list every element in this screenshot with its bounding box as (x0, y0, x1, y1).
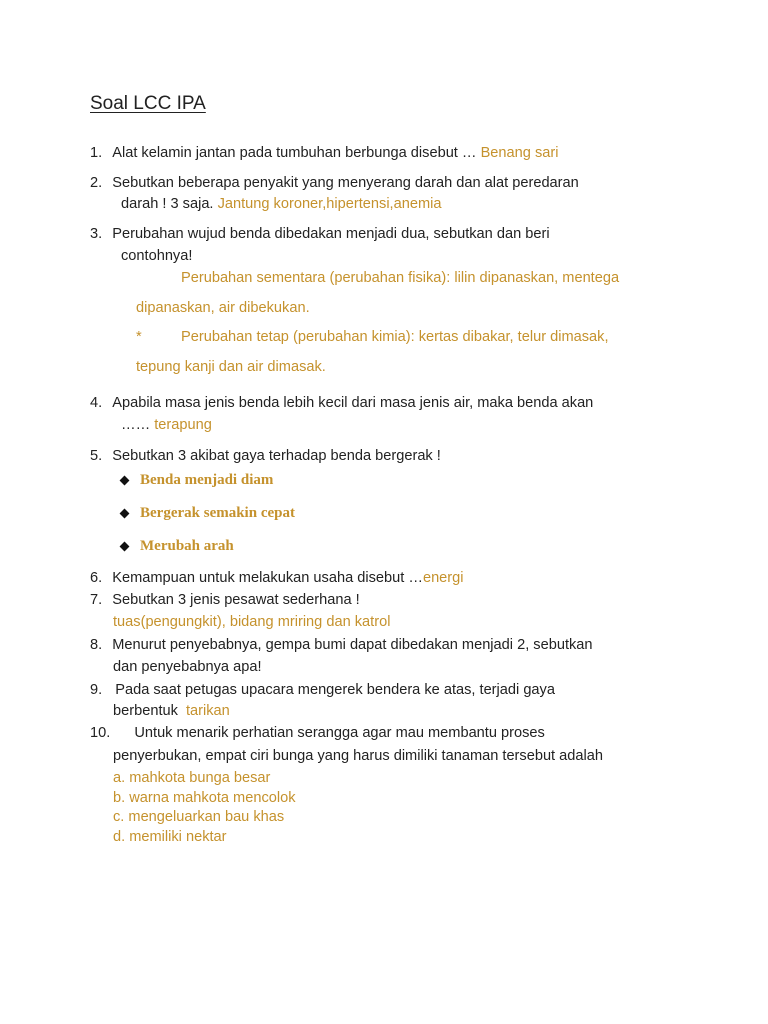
question-text: Sebutkan beberapa penyakit yang menyerang darah dan alat peredaran (112, 175, 579, 191)
answer-item: Merubah arah (140, 538, 234, 554)
answer-item: d. memiliki nektar (113, 829, 227, 845)
question-9 (90, 683, 555, 698)
diamond-bullet-icon (120, 509, 130, 519)
question-number: 5. (90, 448, 103, 464)
diamond-bullet-icon (120, 476, 130, 486)
question-number: 4. (90, 395, 103, 411)
answer-text: terapung (154, 417, 212, 433)
answer-text: Jantung koroner,hipertensi,anemia (217, 196, 442, 212)
question-3-cont: contohnya! (121, 248, 193, 264)
question-2-cont (121, 197, 441, 212)
answer-item: b. warna mahkota mencolok (113, 790, 296, 806)
answer-item: Bergerak semakin cepat (140, 505, 295, 521)
answer-text: energi (422, 570, 464, 586)
question-text: Perubahan wujud benda dibedakan menjadi dua, sebutkan dan beri (112, 226, 550, 242)
answer-text: tarikan (185, 703, 230, 719)
answer-line: tepung kanji dan air dimasak. (136, 359, 326, 375)
question-4 (90, 396, 593, 411)
question-text: …… (121, 417, 151, 433)
answer-line: dipanaskan, air dibekukan. (136, 300, 310, 316)
question-text: berbentuk (113, 703, 178, 719)
question-9-cont (113, 704, 230, 719)
question-10-cont: penyerbukan, empat ciri bunga yang harus dimiliki tanaman tersebut adalah (113, 748, 603, 764)
question-text: Sebutkan 3 akibat gaya terhadap benda bergerak ! (112, 448, 441, 464)
question-number: 8. (90, 637, 103, 653)
question-number: 2. (90, 175, 103, 191)
answer-text: tuas(pengungkit), bidang mriring dan katrol (113, 614, 391, 630)
question-text: Apabila masa jenis benda lebih kecil dari masa jenis air, maka benda akan (112, 395, 594, 411)
question-8 (90, 638, 593, 653)
answer-item: Benda menjadi diam (140, 472, 274, 488)
question-number: 1. (90, 145, 103, 161)
question-text: Sebutkan 3 jenis pesawat sederhana ! (112, 592, 360, 608)
question-text: Kemampuan untuk melakukan usaha disebut … (112, 570, 423, 586)
question-2 (90, 176, 579, 191)
answer-text: Benang sari (480, 145, 559, 161)
answer-line: Perubahan sementara (perubahan fisika): lilin dipanaskan, mentega (181, 270, 620, 286)
question-10 (90, 726, 545, 741)
question-text: Pada saat petugas upacara mengerek bendera ke atas, terjadi gaya (115, 682, 555, 698)
answer-item: c. mengeluarkan bau khas (113, 809, 285, 825)
question-1 (90, 146, 558, 161)
question-6 (90, 571, 464, 586)
question-5 (90, 449, 441, 464)
question-text: darah ! 3 saja. (121, 196, 214, 212)
diamond-bullet-icon (120, 542, 130, 552)
answer-item: a. mahkota bunga besar (113, 770, 271, 786)
answer-bullet-star: * (136, 329, 142, 345)
document-title: Soal LCC IPA (90, 93, 206, 114)
question-text: Menurut penyebabnya, gempa bumi dapat dibedakan menjadi 2, sebutkan (112, 637, 593, 653)
question-number: 10. (90, 725, 111, 741)
answer-line: Perubahan tetap (perubahan kimia): kertas dibakar, telur dimasak, (181, 329, 609, 345)
question-number: 9. (90, 682, 103, 698)
question-number: 3. (90, 226, 103, 242)
question-7 (90, 593, 360, 608)
question-text: Alat kelamin jantan pada tumbuhan berbunga disebut … (112, 145, 477, 161)
question-4-cont (121, 418, 212, 433)
question-number: 6. (90, 570, 103, 586)
question-8-cont: dan penyebabnya apa! (113, 659, 262, 675)
question-number: 7. (90, 592, 103, 608)
question-3 (90, 227, 550, 242)
question-text: Untuk menarik perhatian serangga agar mau membantu proses (134, 725, 545, 741)
